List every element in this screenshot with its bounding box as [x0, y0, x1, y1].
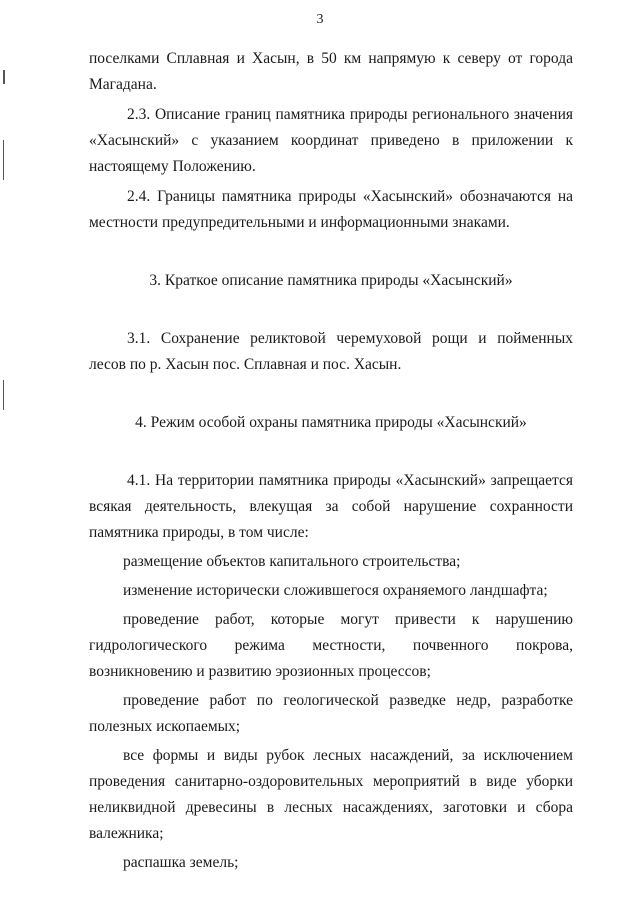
section-3-heading: 3. Краткое описание памятника природы «Хасынский» — [149, 272, 513, 289]
list-item: все формы и виды рубок лесных насаждений, за исключением проведения санитарно-оздоровительных мероприятий в виде уборки неликвидной древесины в лесных насаждениях, заготовки и сбора валежника; — [89, 747, 573, 842]
paragraph-continuation: поселками Сплавная и Хасын, в 50 км напрямую к северу от города Магадана. — [89, 50, 573, 93]
paragraph-2-3: 2.3. Описание границ памятника природы регионального значения «Хасынский» с указанием координат приведено в приложении к настоящему Положению. — [89, 106, 573, 175]
section-4-heading: 4. Режим особой охраны памятника природы «Хасынский» — [135, 414, 527, 431]
page-number: 3 — [316, 12, 324, 27]
list-item: распашка земель; — [123, 854, 239, 871]
list-item: изменение исторически сложившегося охраняемого ландшафта; — [123, 582, 548, 599]
paragraph-4-1: 4.1. На территории памятника природы «Хасынский» запрещается всякая деятельность, влекущая за собой нарушение сохранности памятника природы, в том числе: — [89, 472, 573, 541]
list-item: размещение объектов капитального строительства; — [123, 553, 461, 570]
list-item: проведение работ, которые могут привести к нарушению гидрологического режима местности, почвенного покрова, возникновению и развитию эрозионных процессов; — [89, 611, 573, 680]
list-item: проведение работ по геологической разведке недр, разработке полезных ископаемых; — [89, 692, 573, 735]
paragraph-3-1: 3.1. Сохранение реликтовой черемуховой рощи и пойменных лесов по р. Хасын пос. Сплавная и пос. Хасын. — [89, 330, 573, 373]
document-body — [89, 46, 573, 876]
paragraph-2-4: 2.4. Границы памятника природы «Хасынский» обозначаются на местности предупредительными и информационными знаками. — [89, 188, 573, 231]
scan-artifact — [3, 140, 4, 180]
scan-artifact — [3, 70, 5, 84]
scan-artifact — [3, 380, 4, 410]
